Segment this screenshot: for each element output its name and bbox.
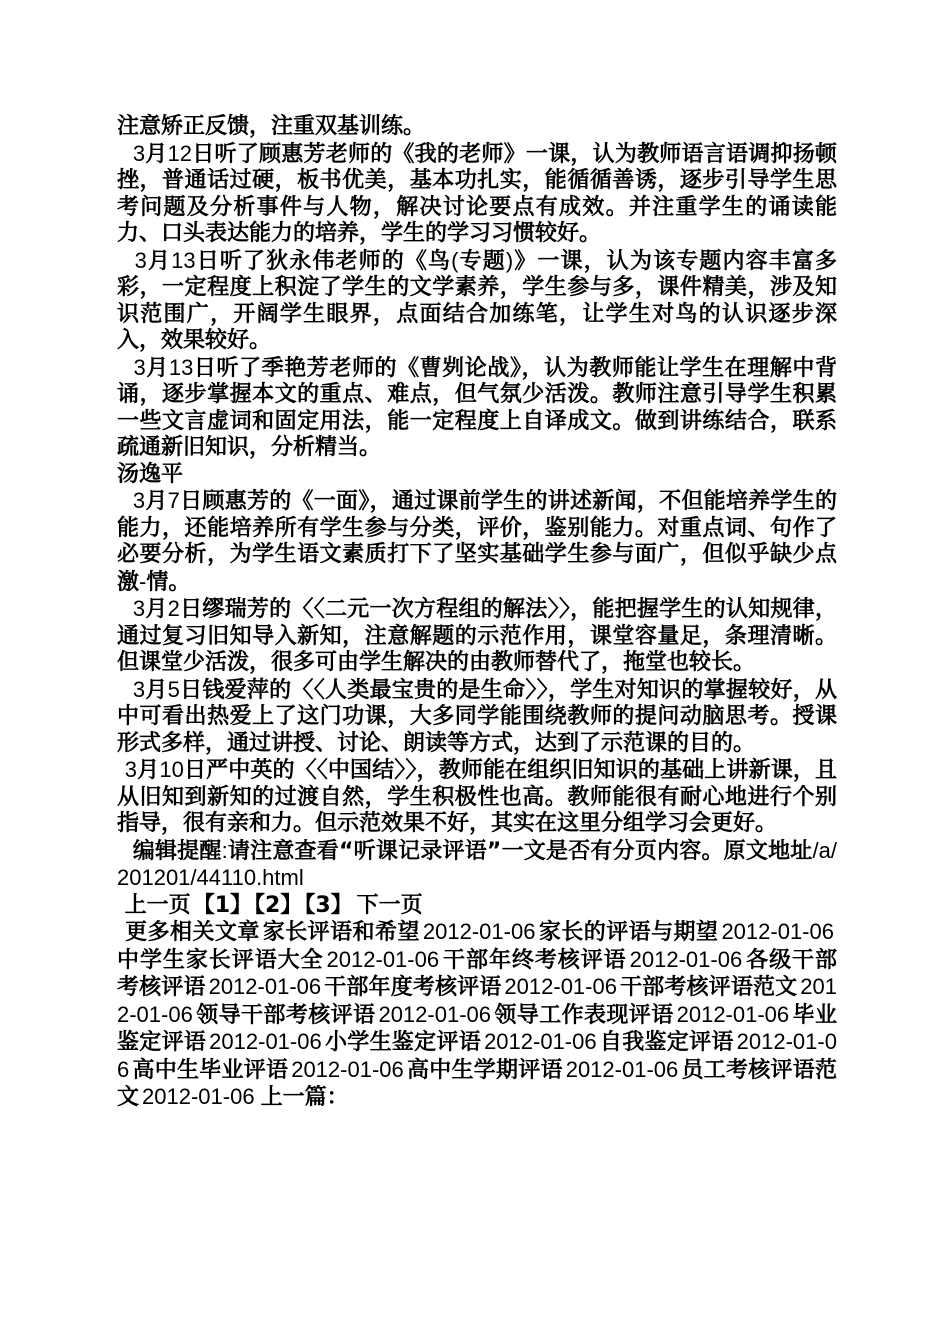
paragraph-text-run: 3 [132, 676, 146, 702]
related-article-date: 2012-01-06 [326, 946, 440, 972]
related-article-date: 2012-01-06 [209, 1029, 322, 1054]
paragraph-text-run: 请注意查看“听课记录评语”一文是否有分页内容。原文地址 [227, 838, 813, 864]
related-article-link[interactable]: 各级干部考核评语 [117, 947, 837, 1000]
pagination [117, 893, 837, 920]
paragraph-text-run: 13 [168, 354, 194, 380]
paragraph-text-run: 5 [167, 676, 180, 702]
paragraph-text-run: 日听了顾惠芳老师的《我的老师》一课，认为教师语言语调抑扬顿挫，普通话过硬，板书优美，基本功扎实，能循循善诱，逐步引导学生思考问题及分析事件与人物，解决讨论要点有成效。并注重学生的诵读能力、口头表达能力的培养，学生的学习习惯较好。 [117, 141, 837, 246]
related-article-date: 2012-01-06 [117, 1029, 837, 1082]
paragraph-text-run: 3 [124, 757, 138, 782]
paragraph-text-run: 3 [132, 140, 146, 166]
paragraph-text-run: ) [505, 247, 514, 273]
paragraph-text-run: 月 [145, 355, 169, 381]
page-number-links [193, 893, 355, 918]
paragraph-text-run: 月 [145, 597, 168, 622]
paragraph [117, 757, 837, 838]
paragraph [117, 488, 837, 596]
paragraph-text-run: 3 [134, 247, 147, 273]
paragraph-text-run: 10 [159, 757, 184, 782]
paragraph-text-run: 日缪瑞芳的〈〈二元一次方程组的解法〉〉，能把握学生的认知规律，通过复习旧知导入新知，注意解题的示范作用，课堂容量足，条理清晰。但课堂少活泼，很多可由学生解决的由教师替代了，拖堂也较长。 [117, 597, 837, 675]
related-article-link[interactable]: 干部年度考核评语 [324, 975, 502, 1000]
related-article-date: 2012-01-06 [676, 1001, 790, 1027]
paragraph-text-run: 13 [171, 247, 196, 273]
document-page [117, 114, 837, 1112]
paragraph-text-run: 月 [137, 758, 160, 783]
related-article-date: 2012-01-06 [422, 919, 536, 944]
related-article-link[interactable]: 中学生家长评语大全 [117, 947, 324, 973]
paragraph-text-run: /a/201201/44110.html [117, 837, 837, 890]
related-article-list [117, 920, 837, 1110]
paragraph-text-run: 月 [145, 141, 168, 167]
paragraph-text-run [117, 489, 133, 514]
next-page-link[interactable]: 下一页 [356, 892, 423, 918]
paragraph-text-run: 月 [145, 677, 168, 703]
page-link-2[interactable]: 【2】 [254, 892, 303, 918]
related-article-date: 2012-01-06 [117, 974, 837, 1027]
paragraph [117, 114, 837, 141]
document-body [117, 114, 837, 893]
paragraph [117, 677, 837, 758]
page-link-3[interactable]: 【3】 [304, 892, 353, 918]
paragraph-text-run: 情。 [146, 569, 191, 595]
paragraph [117, 596, 837, 677]
paragraph-text-run [117, 142, 133, 167]
paragraph-text-run: - [139, 568, 147, 594]
previous-article-label[interactable]: 上一篇： [260, 1085, 349, 1110]
related-article-date: 2012-01-06 [208, 974, 322, 999]
related-articles-label: 更多相关文章 [125, 920, 260, 945]
paragraph-text-run: 日听了季艳芳老师的《曹刿论战》，认为教师能让学生在理解中背诵，逐步掌握本文的重点、难点，但气氛少活泼。教师注意引导学生积累一些文言虚词和固定用法，能一定程度上自译成文。做到讲练结合，联系疏通新旧知识，分析精当。 [117, 355, 837, 460]
paragraph-text-run [117, 678, 133, 703]
paragraph-text-run: 3 [132, 488, 146, 513]
paragraph-text-run: 12 [167, 140, 193, 166]
paragraph-text-run: 日钱爱萍的〈〈人类最宝贵的是生命〉〉，学生对知识的掌握较好，从中可看出热爱上了这门功课，大多同学能围绕教师的提问动脑思考。授课形式多样，通过讲授、讨论、朗读等方式，达到了示范课的目的。 [117, 677, 837, 756]
paragraph-text-run: 3 [133, 354, 146, 380]
paragraph-text-run: 2 [167, 596, 180, 621]
paragraph-text-run: 3 [132, 596, 146, 621]
paragraph-text-run: 专题 [458, 248, 506, 274]
related-article-link[interactable]: 领导干部考核评语 [195, 1002, 376, 1028]
related-article-date: 2012-01-06 [721, 919, 834, 944]
paragraph-text-run: 》一课，认为该专题内容丰富多彩，一定程度上积淀了学生的文学素养，学生参与多，课件精美，涉及知识范围广，开阔学生眼界，点面结合加练笔，让学生对鸟的认识逐步深入，效果较好。 [117, 248, 837, 353]
paragraph-text-run [117, 597, 133, 622]
paragraph-text-run: ( [451, 247, 459, 273]
paragraph-text-run [117, 356, 133, 381]
paragraph [117, 838, 837, 893]
related-article-link[interactable]: 员工考核评语范文 [117, 1057, 837, 1110]
related-article-link[interactable]: 干部考核评语范文 [619, 975, 798, 1000]
paragraph-text-run: 编辑提醒 [117, 838, 222, 864]
related-article-link[interactable]: 毕业鉴定评语 [117, 1002, 837, 1055]
paragraph-text-run: 注意矫正反馈，注重双基训练。 [117, 114, 426, 139]
related-article-link[interactable]: 高中生毕业评语 [132, 1057, 289, 1083]
related-article-link[interactable]: 家长的评语与期望 [538, 920, 719, 945]
related-article-date: 2012-01-06 [565, 1056, 679, 1082]
related-article-link[interactable]: 小学生鉴定评语 [324, 1030, 482, 1055]
paragraph-text-run: 日严中英的〈〈中国结〉〉，教师能在组织旧知识的基础上讲新课，且从旧知到新知的过渡自然，学生积极性也高。教师能很有耐心地进行个别指导，很有亲和力。但示范效果不好，其实在这里分组学习会更好。 [117, 758, 837, 836]
related-article-date: 2012-01-06 [142, 1084, 255, 1109]
paragraph-text-run [117, 249, 135, 274]
related-article-link[interactable]: 家长评语和希望 [262, 920, 420, 945]
paragraph-text-run: 汤逸平 [117, 461, 184, 487]
paragraph [117, 462, 837, 489]
related-article-link[interactable]: 高中生学期评语 [406, 1057, 563, 1083]
related-article-link[interactable]: 领导工作表现评语 [494, 1002, 674, 1028]
related-articles [117, 919, 837, 1112]
paragraph [117, 355, 837, 462]
paragraph-text-run: 月 [146, 248, 172, 274]
related-article-date: 2012-01-06 [378, 1001, 491, 1027]
paragraph [117, 141, 837, 248]
paragraph-text-run: 7 [167, 488, 180, 513]
paragraph-text-run: : [221, 837, 228, 863]
prev-page-link[interactable]: 上一页 [124, 892, 191, 918]
paragraph [117, 248, 837, 355]
related-article-link[interactable]: 干部年终考核评语 [442, 947, 627, 973]
related-article-date: 2012-01-06 [291, 1056, 404, 1082]
paragraph-text-run: 月 [145, 489, 168, 514]
related-article-date: 2012-01-06 [504, 974, 617, 999]
paragraph-text-run [117, 758, 125, 783]
related-article-date: 2012-01-06 [629, 946, 743, 972]
page-link-1[interactable]: 【1】 [192, 892, 252, 918]
paragraph-text-run: 日顾惠芳的《一面》，通过课前学生的讲述新闻，不但能培养学生的能力，还能培养所有学生参与分类，评价，鉴别能力。对重点词、句作了必要分析，为学生语文素质打下了坚实基础学生参与面广，但似乎缺少点激 [117, 489, 837, 595]
paragraph-text-run: 日听了狄永伟老师的《鸟 [195, 248, 452, 274]
related-article-date: 2012-01-06 [484, 1029, 597, 1054]
related-article-link[interactable]: 自我鉴定评语 [599, 1030, 734, 1055]
